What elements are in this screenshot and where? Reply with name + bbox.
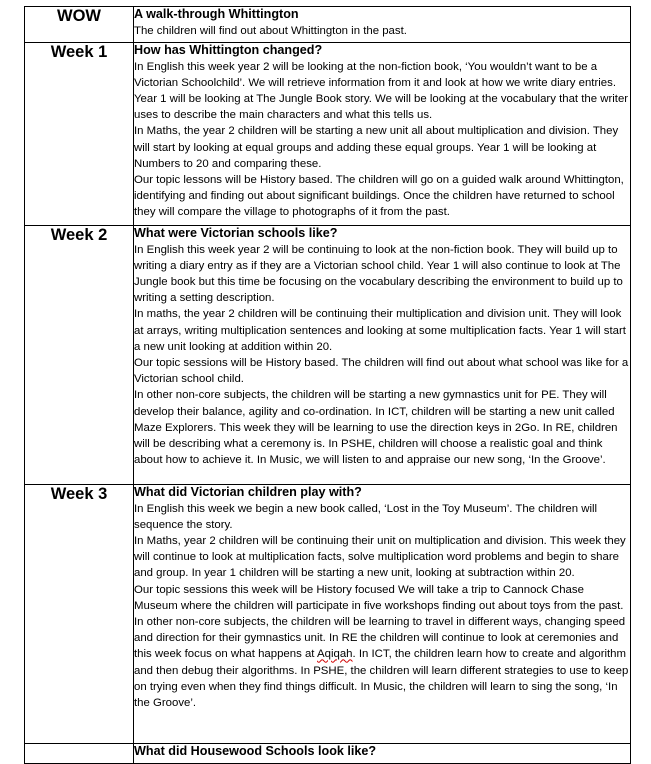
week-content xyxy=(134,485,631,744)
paragraph-text: In other non-core subjects, the children will be learning to travel in different ways, changing speed and direction for their gymnastics unit. In RE the children will continue to look at ceremonies and this week focus on what happens at xyxy=(134,615,626,661)
week-heading: What did Victorian children play with? xyxy=(134,485,362,499)
paragraph: In Maths, year 2 children will be continuing their unit on multiplication and division. This week they will continue to look at multiplication facts, solve multiplication word problems and begin to share and group. In year 1 children will be starting a new unit, looking at subtraction within 20. xyxy=(134,534,626,580)
table-row xyxy=(25,7,631,43)
week-content xyxy=(134,43,631,226)
paragraph: The children will find out about Whittington in the past. xyxy=(134,24,407,37)
paragraph xyxy=(134,614,630,711)
week-label xyxy=(25,744,134,764)
week-heading: What did Housewood Schools look like? xyxy=(134,744,377,758)
spellcheck-flagged-word: Aqiqah xyxy=(317,648,353,661)
paragraph: In maths, the year 2 children will be continuing their multiplication and division unit. They will look at arrays, writing multiplication sentences and looking at some multiplication facts. Year 1 will start a new unit looking at addition within 20. xyxy=(134,308,626,353)
paragraph: In other non-core subjects, the children will be starting a new gymnastics unit for PE. They will develop their balance, agility and co-ordination. In ICT, children will be starting a new unit called Maze Explorers. This week they will be learning to use the direction keys in 2Go. In RE, children will be describing what a ceremony is. In PSHE, children will choose a realistic goal and think about how to achieve it. In Music, we will listen to and appraise our new song, ‘In the Groove’. xyxy=(134,389,618,467)
week-label: Week 3 xyxy=(25,485,134,744)
week-label: WOW xyxy=(25,7,134,43)
week-heading: What were Victorian schools like? xyxy=(134,226,338,240)
week-label: Week 1 xyxy=(25,43,134,226)
paragraph: In English this week we begin a new book called, ‘Lost in the Toy Museum’. The children will sequence the story. xyxy=(134,502,598,531)
week-content xyxy=(134,226,631,485)
week-heading: How has Whittington changed? xyxy=(134,43,323,57)
paragraph: Our topic lessons will be History based. The children will go on a guided walk around Whittington, identifying and finding out about significant buildings. Once the children have returned to school they will compare the village to photographs of it from the past. xyxy=(134,173,624,219)
table-row xyxy=(25,43,631,226)
paragraph: Our topic sessions this week will be History focused We will take a trip to Cannock Chase Museum where the children will participate in five workshops finding out about toys from the past. xyxy=(134,583,624,612)
week-label: Week 2 xyxy=(25,226,134,485)
table-row xyxy=(25,226,631,485)
paragraph: In Maths, the year 2 children will be starting a new unit all about multiplication and division. They will start by looking at equal groups and adding these equal groups. Year 1 will be looking at Numbers to 20 and comparing these. xyxy=(134,125,619,170)
table-row xyxy=(25,485,631,744)
weekly-plan-table xyxy=(24,6,631,764)
paragraph-text: . In ICT, the children learn how to create and algorithm and then debug their algorithms. In PSHE, the children will learn different strategies to use to keep on trying even when they find things difficult. In Music, the children will learn to sing the song, ‘In the Groove’. xyxy=(134,648,629,709)
week-content xyxy=(134,744,631,764)
table-row xyxy=(25,744,631,764)
paragraph: In English this week year 2 will be continuing to look at the non-fiction book. They will build up to writing a diary entry as if they are a Victorian school child. Year 1 will also continue to look at The Jungle book but this time be focusing on the vocabulary describing the environment to build up to writing a setting description. xyxy=(134,243,623,305)
paragraph: In English this week year 2 will be looking at the non-fiction book, ‘You wouldn’t want to be a Victorian Schoolchild’. We will retrieve information from it and look at how we write diary entries. Year 1 will be looking at The Jungle Book story. We will be looking at the vocabulary that the writer uses to describe the main characters and what this tells us. xyxy=(134,60,629,122)
paragraph: Our topic sessions will be History based. The children will find out about what school was like for a Victorian school child. xyxy=(134,356,629,386)
week-heading: A walk-through Whittington xyxy=(134,7,299,21)
week-content xyxy=(134,7,631,43)
